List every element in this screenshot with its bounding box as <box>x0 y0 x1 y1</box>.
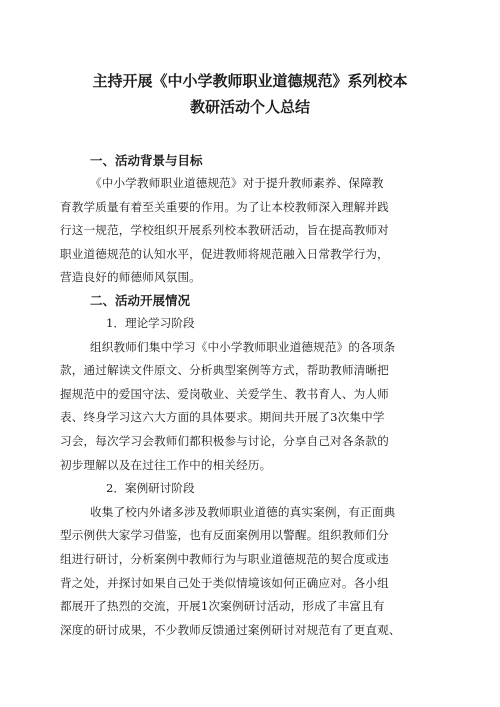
paragraph-line: 型示例供大家学习借鉴，也有反面案例用以警醒。组织教师们分 <box>60 528 389 543</box>
paragraph-background <box>60 172 440 290</box>
paragraph-line: 《中小学教师职业道德规范》对于提升教师素养、保障教 <box>90 176 384 190</box>
paragraph-line: 育教学质量有着至关重要的作用。为了让本校教师深入理解并践 <box>60 199 389 214</box>
paragraph-line: 握规范中的爱国守法、爱岗敬业、关爱学生、教书育人、为人师 <box>60 386 389 401</box>
subsection-title-theory: 1．理论学习阶段 <box>106 315 195 330</box>
paragraph-line: 款，通过解读文件原文、分析典型案例等方式，帮助教师清晰把 <box>60 363 389 378</box>
title-line-1: 主持开展《中小学教师职业道德规范》系列校本 <box>92 72 408 90</box>
paragraph-line: 收集了校内外诸多涉及教师职业道德的真实案例，有正面典 <box>90 504 396 519</box>
paragraph-theory <box>60 336 440 478</box>
paragraph-line: 营造良好的师德师风氛围。 <box>60 270 201 285</box>
paragraph-line: 组织教师们集中学习《中小学教师职业道德规范》的各项条 <box>90 339 396 354</box>
paragraph-line: 初步理解以及在过往工作中的相关经历。 <box>60 457 272 472</box>
paragraph-line: 组进行研讨，分析案例中教师行为与职业道德规范的契合度或违 <box>60 551 389 566</box>
paragraph-case-study <box>60 501 440 643</box>
document-title <box>60 68 440 120</box>
paragraph-line: 职业道德规范的认知水平，促进教师将规范融入日常教学行为， <box>60 246 389 261</box>
paragraph-line: 行这一规范，学校组织开展系列校本教研活动，旨在提高教师对 <box>60 223 389 238</box>
paragraph-line: 都展开了热烈的交流，开展1次案例研讨活动，形成了丰富且有 <box>60 599 385 614</box>
title-line-2: 教研活动个人总结 <box>189 98 310 116</box>
subsection-title-case-study: 2．案例研讨阶段 <box>106 481 195 496</box>
paragraph-line: 深度的研讨成果，不少教师反馈通过案例研讨对规范有了更直观、 <box>60 622 401 637</box>
paragraph-line: 背之处，并探讨如果自己处于类似情境该如何正确应对。各小组 <box>60 575 389 590</box>
section-heading-background: 一、活动背景与目标 <box>90 153 203 168</box>
paragraph-line: 习会，每次学习会教师们都积极参与讨论，分享自己对各条款的 <box>60 433 389 448</box>
section-heading-activities: 二、活动开展情况 <box>90 292 191 308</box>
paragraph-line: 表、终身学习这六大方面的具体要求。期间共开展了3次集中学 <box>60 410 385 425</box>
